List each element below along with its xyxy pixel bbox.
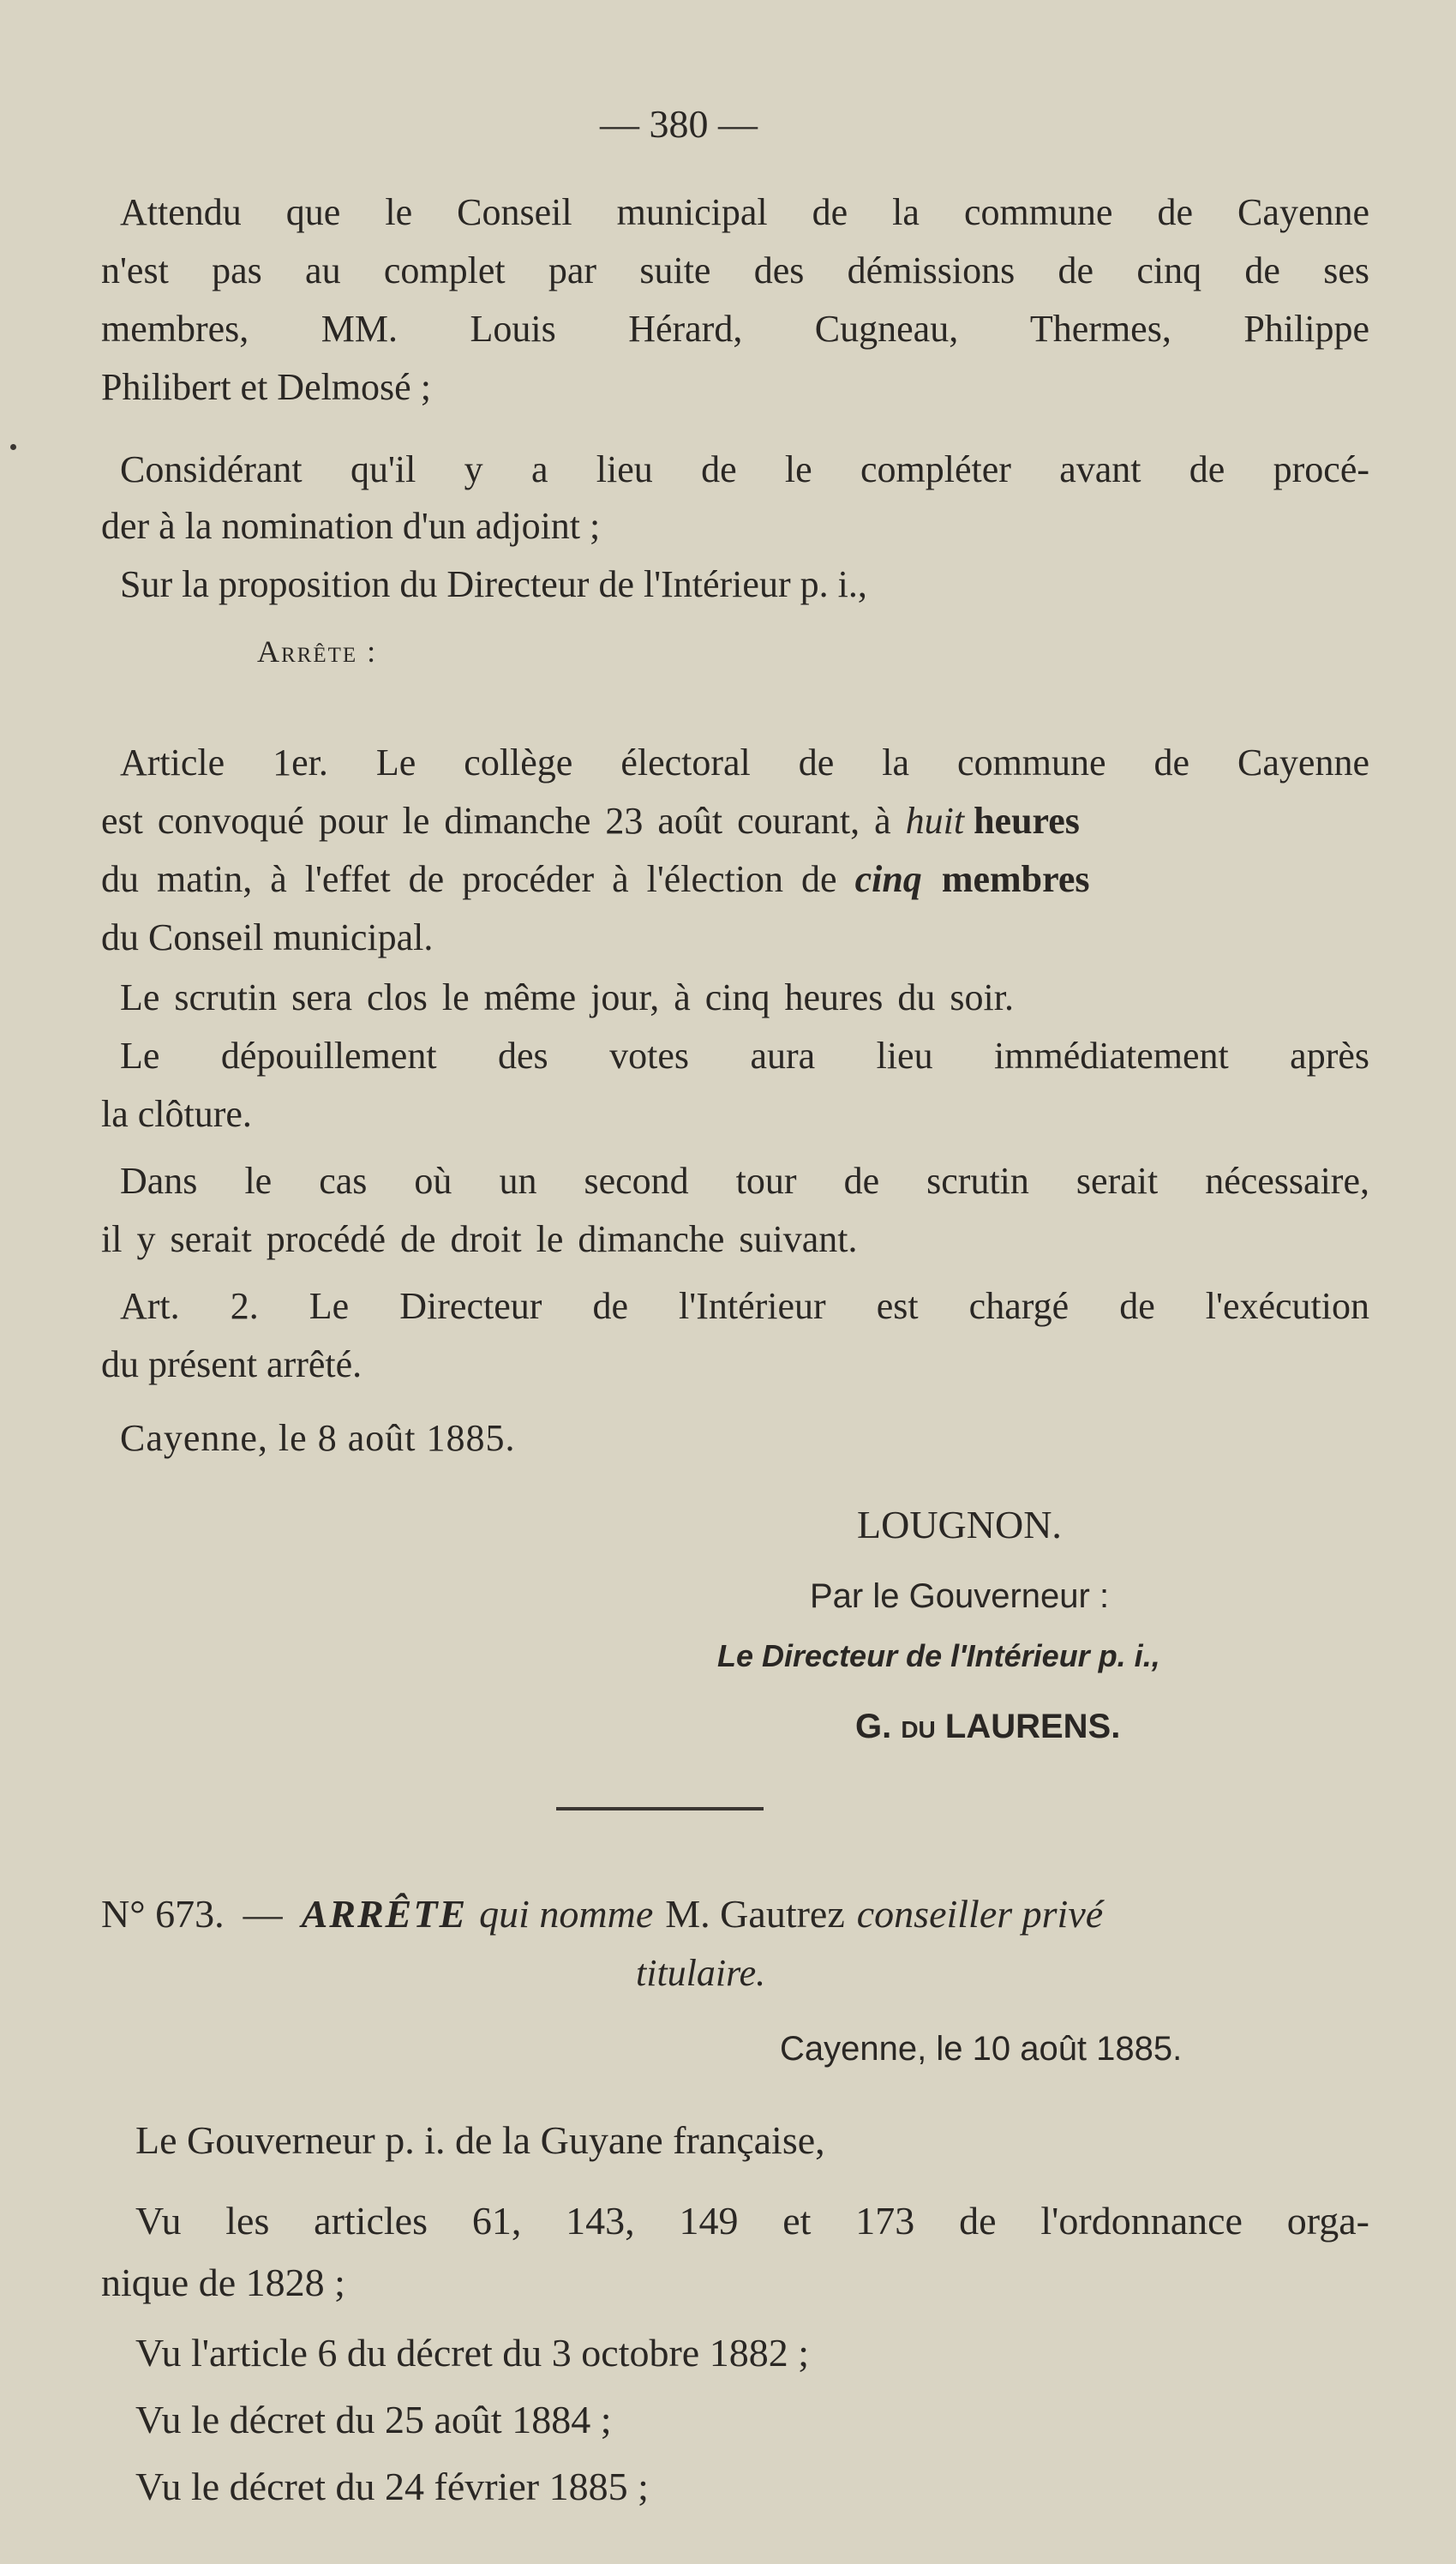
place-date: Cayenne, le 10 août 1885. [780, 2030, 1183, 2068]
text-line: der à la nomination d'un adjoint ; [101, 505, 601, 547]
director-name: G. du LAURENS. [855, 1708, 1121, 1745]
text-line: Dans le cas où un second tour de scrutin serait nécessaire, [120, 1160, 1369, 1202]
text-line: membres, MM. Louis Hérard, Cugneau, Thermes, Philippe [101, 308, 1369, 350]
text-line: Article 1er. Le collège électoral de la commune de Cayenne [120, 742, 1369, 784]
text-line: Attendu que le Conseil municipal de la commune de Cayenne [120, 191, 1369, 233]
heading-text: qui nomme [479, 1892, 654, 1936]
text-segment: membres [921, 858, 1090, 900]
emphasis-huit: huit [905, 800, 965, 842]
text-line: Le dépouillement des votes aura lieu immédiatement après [120, 1035, 1369, 1077]
decree-number: N° 673. [101, 1892, 225, 1936]
by-governor: Par le Gouverneur : [810, 1577, 1110, 1615]
margin-mark [10, 444, 16, 450]
heading-name: M. Gautrez [665, 1892, 845, 1936]
text-line: Vu le décret du 25 août 1884 ; [135, 2398, 612, 2441]
text-segment: est convoqué pour le dimanche 23 août courant, à [101, 800, 906, 842]
arrete-heading: Arrête : [257, 634, 378, 669]
text-line: Art. 2. Le Directeur de l'Intérieur est chargé de l'exécution [120, 1285, 1369, 1327]
text-line [101, 802, 1369, 840]
heading-arrete: ARRÊTE [301, 1892, 468, 1936]
text-line: Sur la proposition du Directeur de l'Intérieur p. i., [120, 563, 867, 605]
text-line: Le scrutin sera clos le même jour, à cinq heures du soir. [120, 976, 1014, 1018]
text-segment: du matin, à l'effet de procéder à l'élection de [101, 858, 855, 900]
text-line: la clôture. [101, 1093, 252, 1135]
text-line: Le Gouverneur p. i. de la Guyane française, [135, 2118, 825, 2162]
text-line: il y serait procédé de droit le dimanche suivant. [101, 1218, 858, 1260]
signature: LOUGNON. [857, 1503, 1062, 1546]
text-line: Considérant qu'il y a lieu de le compléter avant de procé- [120, 448, 1369, 490]
text-line [101, 858, 1369, 900]
decree-heading-cont: titulaire. [636, 1952, 766, 1994]
text-line: Philibert et Delmosé ; [101, 366, 431, 408]
text-line: n'est pas au complet par suite des démissions de cinq de ses [101, 249, 1369, 291]
text-segment: heures [964, 800, 1080, 842]
text-line: Vu les articles 61, 143, 149 et 173 de l'ordonnance orga- [135, 2199, 1369, 2243]
text-line: nique de 1828 ; [101, 2261, 345, 2304]
place-date: Cayenne, le 8 août 1885. [120, 1417, 516, 1459]
page-number: — 380 — [600, 102, 758, 146]
decree-heading [101, 1894, 1103, 1934]
text-line: Vu l'article 6 du décret du 3 octobre 1882 ; [135, 2331, 809, 2375]
text-line: du Conseil municipal. [101, 916, 434, 958]
director-title: Le Directeur de l'Intérieur p. i., [717, 1638, 1160, 1673]
text-line: Vu le décret du 24 février 1885 ; [135, 2465, 649, 2508]
emphasis-cinq: cinq [854, 858, 922, 900]
heading-text: conseiller privé [856, 1892, 1104, 1936]
heading-dash: — [243, 1892, 283, 1936]
section-divider [556, 1807, 764, 1810]
text-line: du présent arrêté. [101, 1343, 363, 1385]
